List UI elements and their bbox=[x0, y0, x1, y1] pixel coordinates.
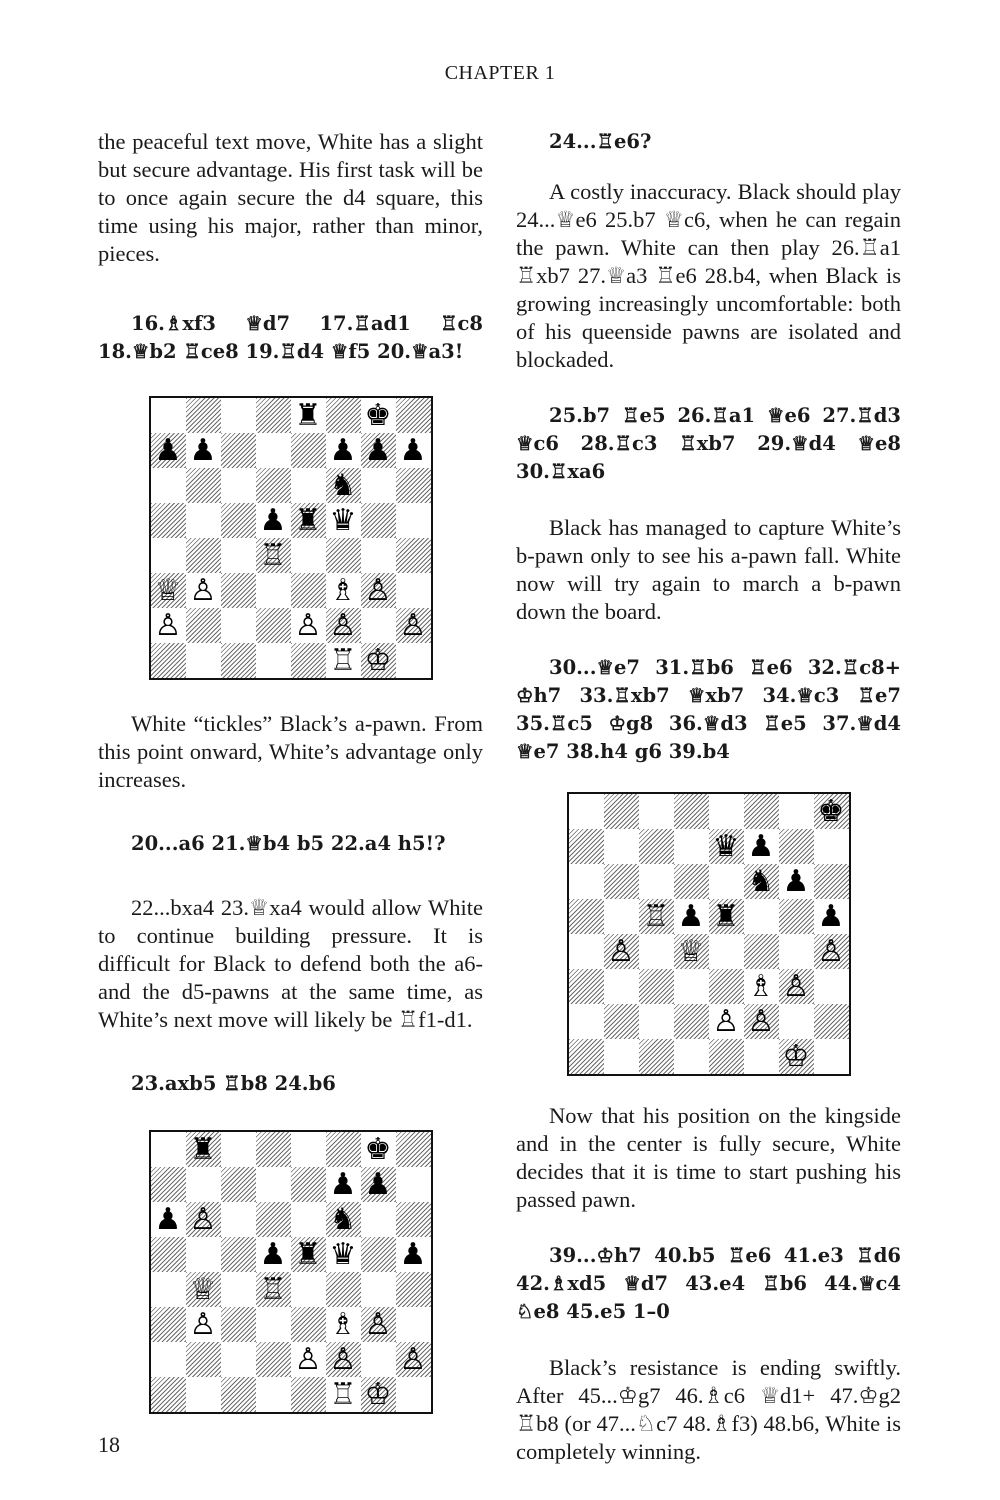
paragraph: A costly inaccuracy. Black should play 24...♕e6 25.b7 ♕c6, when he can regain the pawn. White can then play 26.♖a1 ♖xb7 27.♕a3 ♖e6 28.b4, when Black is growing increasingly uncomfortable: both of his queenside pawns are isolated and blockaded. bbox=[516, 179, 901, 372]
black-king-icon: ♚ bbox=[364, 1132, 392, 1167]
board-square bbox=[361, 1272, 396, 1307]
board-square bbox=[326, 1237, 361, 1272]
board-square bbox=[396, 1202, 431, 1237]
board-square bbox=[221, 1132, 256, 1167]
board-square bbox=[186, 468, 221, 503]
white-pawn-icon: ♙ bbox=[607, 934, 635, 969]
board-square bbox=[709, 899, 744, 934]
board-square bbox=[396, 1167, 431, 1202]
board-square bbox=[396, 1237, 431, 1272]
page-number: 18 bbox=[98, 1432, 120, 1457]
board-square bbox=[569, 934, 604, 969]
board-square bbox=[291, 1272, 326, 1307]
board-square bbox=[639, 794, 674, 829]
board-square bbox=[186, 1377, 221, 1412]
board-square bbox=[221, 1237, 256, 1272]
black-pawn-icon: ♟ bbox=[189, 433, 217, 468]
white-pawn-icon: ♙ bbox=[294, 1342, 322, 1377]
board-square bbox=[291, 1307, 326, 1342]
chess-diagram-1 bbox=[149, 396, 433, 680]
board-square bbox=[361, 503, 396, 538]
board-square bbox=[779, 934, 814, 969]
left-column bbox=[98, 128, 483, 1414]
board-square bbox=[256, 1272, 291, 1307]
board-square bbox=[709, 794, 744, 829]
white-pawn-icon: ♙ bbox=[364, 573, 392, 608]
white-queen-icon: ♕ bbox=[154, 573, 182, 608]
white-pawn-icon: ♙ bbox=[189, 1307, 217, 1342]
board-square bbox=[744, 864, 779, 899]
black-rook-icon: ♜ bbox=[712, 899, 740, 934]
board-square bbox=[221, 538, 256, 573]
board-square bbox=[256, 398, 291, 433]
board-square bbox=[361, 468, 396, 503]
white-king-icon: ♔ bbox=[364, 643, 392, 678]
white-pawn-icon: ♙ bbox=[747, 1004, 775, 1039]
board-square bbox=[151, 643, 186, 678]
board-square bbox=[151, 1132, 186, 1167]
board-square bbox=[151, 1237, 186, 1272]
board-square bbox=[256, 503, 291, 538]
board-square bbox=[221, 468, 256, 503]
board-square bbox=[221, 1167, 256, 1202]
board-square bbox=[604, 934, 639, 969]
chess-diagram-3 bbox=[567, 792, 851, 1076]
board-square bbox=[256, 433, 291, 468]
board-square bbox=[814, 864, 849, 899]
black-pawn-icon: ♟ bbox=[817, 899, 845, 934]
white-rook-icon: ♖ bbox=[259, 538, 287, 573]
board-square bbox=[186, 398, 221, 433]
move-line: 24...♖e6? bbox=[549, 130, 652, 153]
board-square bbox=[639, 1039, 674, 1074]
board-square bbox=[396, 1342, 431, 1377]
black-pawn-icon: ♟ bbox=[782, 864, 810, 899]
board-square bbox=[604, 794, 639, 829]
black-rook-icon: ♜ bbox=[294, 503, 322, 538]
board-square bbox=[291, 1342, 326, 1377]
board-square bbox=[221, 433, 256, 468]
board-square bbox=[674, 794, 709, 829]
board-square bbox=[256, 1307, 291, 1342]
black-knight-icon: ♞ bbox=[329, 1202, 357, 1237]
black-pawn-icon: ♟ bbox=[399, 1237, 427, 1272]
black-knight-icon: ♞ bbox=[329, 468, 357, 503]
board-square bbox=[569, 1004, 604, 1039]
board-square bbox=[186, 608, 221, 643]
white-pawn-icon: ♙ bbox=[399, 608, 427, 643]
board-square bbox=[639, 1004, 674, 1039]
white-pawn-icon: ♙ bbox=[329, 608, 357, 643]
paragraph: Black’s resistance is ending swiftly. After 45...♔g7 46.♗c6 ♕d1+ 47.♔g2 ♖b8 (or 47...♘c7 48.♗f3) 48.b6, White is completely winning. bbox=[516, 1355, 901, 1464]
chapter-header: CHAPTER 1 bbox=[444, 62, 556, 84]
move-line: 16.♗xf3 ♕d7 17.♖ad1 ♖c8 18.♕b2 ♖ce8 19.♖d4 ♕f5 20.♕a3! bbox=[98, 312, 483, 363]
board-square bbox=[709, 1039, 744, 1074]
board-square bbox=[326, 1167, 361, 1202]
board-square bbox=[814, 899, 849, 934]
board-square bbox=[361, 573, 396, 608]
white-bishop-icon: ♗ bbox=[747, 969, 775, 1004]
move-line: 30...♕e7 31.♖b6 ♖e6 32.♖c8+ ♔h7 33.♖xb7 ♕xb7 34.♕c3 ♖e7 35.♖c5 ♔g8 36.♕d3 ♖e5 37.♕d4 ♕e7 38.h4 g6 39.b4 bbox=[516, 656, 901, 763]
board-square bbox=[604, 829, 639, 864]
board-square bbox=[326, 433, 361, 468]
board-square bbox=[326, 643, 361, 678]
board-square bbox=[151, 608, 186, 643]
board-square bbox=[151, 1202, 186, 1237]
board-square bbox=[396, 1377, 431, 1412]
board-square bbox=[569, 864, 604, 899]
board-square bbox=[361, 398, 396, 433]
board-square bbox=[186, 1132, 221, 1167]
paragraph: White “tickles” Black’s a-pawn. From this point onward, White’s advantage only increases. bbox=[98, 711, 483, 792]
black-pawn-icon: ♟ bbox=[364, 433, 392, 468]
board-square bbox=[569, 969, 604, 1004]
black-king-icon: ♚ bbox=[817, 794, 845, 829]
white-pawn-icon: ♙ bbox=[817, 934, 845, 969]
board-square bbox=[361, 1377, 396, 1412]
move-line: 39...♔h7 40.b5 ♖e6 41.e3 ♖d6 42.♗xd5 ♕d7 43.e4 ♖b6 44.♕c4 ♘e8 45.e5 1–0 bbox=[516, 1244, 901, 1323]
black-pawn-icon: ♟ bbox=[259, 503, 287, 538]
board-square bbox=[604, 1004, 639, 1039]
board-square bbox=[744, 794, 779, 829]
board-square bbox=[291, 1132, 326, 1167]
board-square bbox=[779, 899, 814, 934]
black-pawn-icon: ♟ bbox=[677, 899, 705, 934]
board-square bbox=[326, 398, 361, 433]
board-square bbox=[256, 538, 291, 573]
white-pawn-icon: ♙ bbox=[189, 573, 217, 608]
board-square bbox=[221, 608, 256, 643]
board-square bbox=[396, 1272, 431, 1307]
move-line: 23.axb5 ♖b8 24.b6 bbox=[131, 1072, 336, 1095]
board-square bbox=[639, 829, 674, 864]
white-king-icon: ♔ bbox=[782, 1039, 810, 1074]
board-square bbox=[744, 934, 779, 969]
board-square bbox=[396, 468, 431, 503]
board-square bbox=[291, 1202, 326, 1237]
board-square bbox=[639, 899, 674, 934]
board-square bbox=[674, 934, 709, 969]
board-square bbox=[744, 899, 779, 934]
black-pawn-icon: ♟ bbox=[399, 433, 427, 468]
board-square bbox=[674, 1039, 709, 1074]
board-square bbox=[256, 1167, 291, 1202]
board-square bbox=[291, 538, 326, 573]
black-queen-icon: ♛ bbox=[329, 503, 357, 538]
black-rook-icon: ♜ bbox=[189, 1132, 217, 1167]
board-square bbox=[814, 1004, 849, 1039]
chess-diagram-2 bbox=[149, 1130, 433, 1414]
board-square bbox=[186, 643, 221, 678]
board-square bbox=[639, 934, 674, 969]
black-pawn-icon: ♟ bbox=[154, 433, 182, 468]
white-rook-icon: ♖ bbox=[259, 1272, 287, 1307]
board-square bbox=[569, 1039, 604, 1074]
board-square bbox=[674, 1004, 709, 1039]
board-square bbox=[396, 643, 431, 678]
white-pawn-icon: ♙ bbox=[399, 1342, 427, 1377]
board-square bbox=[361, 1237, 396, 1272]
board-square bbox=[221, 1202, 256, 1237]
board-square bbox=[361, 643, 396, 678]
white-queen-icon: ♕ bbox=[677, 934, 705, 969]
board-square bbox=[291, 608, 326, 643]
board-square bbox=[221, 1342, 256, 1377]
white-pawn-icon: ♙ bbox=[782, 969, 810, 1004]
black-pawn-icon: ♟ bbox=[329, 1167, 357, 1202]
white-king-icon: ♔ bbox=[364, 1377, 392, 1412]
paragraph: Now that his position on the kingside and in the center is fully secure, White decides that it is time to start pushing his passed pawn. bbox=[516, 1103, 901, 1212]
board-square bbox=[291, 1167, 326, 1202]
board-square bbox=[779, 1004, 814, 1039]
board-square bbox=[221, 1377, 256, 1412]
board-square bbox=[151, 398, 186, 433]
board-square bbox=[151, 503, 186, 538]
board-square bbox=[151, 433, 186, 468]
white-pawn-icon: ♙ bbox=[712, 1004, 740, 1039]
board-square bbox=[186, 433, 221, 468]
board-square bbox=[256, 1377, 291, 1412]
white-pawn-icon: ♙ bbox=[294, 608, 322, 643]
board-square bbox=[221, 643, 256, 678]
board-square bbox=[186, 1272, 221, 1307]
board-square bbox=[674, 829, 709, 864]
board-square bbox=[291, 503, 326, 538]
board-square bbox=[291, 1237, 326, 1272]
board-square bbox=[256, 468, 291, 503]
board-square bbox=[396, 398, 431, 433]
white-bishop-icon: ♗ bbox=[329, 573, 357, 608]
board-square bbox=[361, 1132, 396, 1167]
board-square bbox=[291, 398, 326, 433]
board-square bbox=[604, 899, 639, 934]
board-square bbox=[326, 1272, 361, 1307]
board-square bbox=[256, 643, 291, 678]
board-square bbox=[256, 573, 291, 608]
board-square bbox=[326, 573, 361, 608]
board-square bbox=[639, 969, 674, 1004]
black-queen-icon: ♛ bbox=[712, 829, 740, 864]
board-square bbox=[151, 1307, 186, 1342]
white-rook-icon: ♖ bbox=[642, 899, 670, 934]
board-square bbox=[604, 969, 639, 1004]
board-square bbox=[326, 503, 361, 538]
board-square bbox=[221, 1307, 256, 1342]
board-square bbox=[186, 1307, 221, 1342]
board-square bbox=[361, 538, 396, 573]
board-square bbox=[151, 538, 186, 573]
board-square bbox=[256, 1202, 291, 1237]
board-square bbox=[326, 608, 361, 643]
board-square bbox=[814, 934, 849, 969]
board-square bbox=[396, 1307, 431, 1342]
board-square bbox=[186, 538, 221, 573]
board-square bbox=[221, 503, 256, 538]
board-square bbox=[639, 864, 674, 899]
board-square bbox=[326, 1307, 361, 1342]
board-square bbox=[151, 573, 186, 608]
board-square bbox=[396, 1132, 431, 1167]
white-rook-icon: ♖ bbox=[329, 643, 357, 678]
board-square bbox=[151, 468, 186, 503]
board-square bbox=[361, 608, 396, 643]
board-square bbox=[256, 1237, 291, 1272]
board-square bbox=[396, 538, 431, 573]
board-square bbox=[256, 1342, 291, 1377]
board-square bbox=[326, 1342, 361, 1377]
board-square bbox=[256, 608, 291, 643]
board-square bbox=[709, 829, 744, 864]
black-rook-icon: ♜ bbox=[294, 1237, 322, 1272]
board-square bbox=[604, 864, 639, 899]
board-square bbox=[674, 864, 709, 899]
board-square bbox=[814, 969, 849, 1004]
white-queen-icon: ♕ bbox=[189, 1272, 217, 1307]
board-square bbox=[396, 608, 431, 643]
board-square bbox=[361, 1307, 396, 1342]
board-square bbox=[221, 1272, 256, 1307]
white-pawn-icon: ♙ bbox=[154, 608, 182, 643]
board-square bbox=[291, 643, 326, 678]
board-square bbox=[186, 1342, 221, 1377]
white-bishop-icon: ♗ bbox=[329, 1307, 357, 1342]
black-rook-icon: ♜ bbox=[294, 398, 322, 433]
board-square bbox=[779, 794, 814, 829]
board-square bbox=[709, 934, 744, 969]
white-pawn-icon: ♙ bbox=[189, 1202, 217, 1237]
board-square bbox=[361, 1202, 396, 1237]
board-square bbox=[814, 1039, 849, 1074]
board-square bbox=[709, 1004, 744, 1039]
board-square bbox=[814, 829, 849, 864]
paragraph: 22...bxa4 23.♕xa4 would allow White to continue building pressure. It is difficult for Black to defend both the a6- and the d5-pawns at the same time, as White’s next move will likely be ♖f1-d1. bbox=[98, 895, 483, 1032]
board-square bbox=[221, 398, 256, 433]
paragraph: the peaceful text move, White has a slight but secure advantage. His first task will be to once again secure the d4 square, this time using his major, rather than minor, pieces. bbox=[98, 129, 483, 266]
board-square bbox=[779, 829, 814, 864]
black-pawn-icon: ♟ bbox=[154, 1202, 182, 1237]
black-queen-icon: ♛ bbox=[329, 1237, 357, 1272]
board-square bbox=[779, 864, 814, 899]
board-square bbox=[361, 1167, 396, 1202]
white-pawn-icon: ♙ bbox=[364, 1307, 392, 1342]
board-square bbox=[569, 794, 604, 829]
board-square bbox=[256, 1132, 291, 1167]
board-square bbox=[744, 1039, 779, 1074]
board-square bbox=[326, 538, 361, 573]
board-square bbox=[744, 829, 779, 864]
board-square bbox=[569, 829, 604, 864]
board-square bbox=[396, 433, 431, 468]
board-square bbox=[396, 573, 431, 608]
board-square bbox=[604, 1039, 639, 1074]
board-square bbox=[186, 1167, 221, 1202]
board-square bbox=[326, 1202, 361, 1237]
board-square bbox=[361, 1342, 396, 1377]
black-pawn-icon: ♟ bbox=[747, 829, 775, 864]
board-square bbox=[151, 1272, 186, 1307]
board-square bbox=[744, 1004, 779, 1039]
board-square bbox=[151, 1167, 186, 1202]
move-line: 20...a6 21.♕b4 b5 22.a4 h5!? bbox=[131, 832, 446, 855]
board-square bbox=[569, 899, 604, 934]
board-square bbox=[186, 1237, 221, 1272]
board-square bbox=[326, 468, 361, 503]
board-square bbox=[221, 573, 256, 608]
board-square bbox=[291, 433, 326, 468]
black-pawn-icon: ♟ bbox=[329, 433, 357, 468]
board-square bbox=[744, 969, 779, 1004]
board-square bbox=[779, 1039, 814, 1074]
black-pawn-icon: ♟ bbox=[259, 1237, 287, 1272]
board-square bbox=[291, 1377, 326, 1412]
board-square bbox=[709, 969, 744, 1004]
board-square bbox=[186, 1202, 221, 1237]
paragraph: Black has managed to capture White’s b-pawn only to see his a-pawn fall. White now will try again to march a b-pawn down the board. bbox=[516, 515, 901, 624]
black-pawn-icon: ♟ bbox=[364, 1167, 392, 1202]
board-square bbox=[709, 864, 744, 899]
board-square bbox=[151, 1377, 186, 1412]
white-rook-icon: ♖ bbox=[329, 1377, 357, 1412]
board-square bbox=[674, 969, 709, 1004]
black-knight-icon: ♞ bbox=[747, 864, 775, 899]
board-square bbox=[814, 794, 849, 829]
board-square bbox=[186, 573, 221, 608]
white-pawn-icon: ♙ bbox=[329, 1342, 357, 1377]
board-square bbox=[779, 969, 814, 1004]
move-line: 25.b7 ♖e5 26.♖a1 ♕e6 27.♖d3 ♕c6 28.♖c3 ♖xb7 29.♕d4 ♕e8 30.♖xa6 bbox=[516, 404, 901, 483]
board-square bbox=[674, 899, 709, 934]
board-square bbox=[186, 503, 221, 538]
right-column bbox=[516, 128, 901, 1466]
board-square bbox=[326, 1132, 361, 1167]
board-square bbox=[361, 433, 396, 468]
board-square bbox=[291, 573, 326, 608]
board-square bbox=[151, 1342, 186, 1377]
board-square bbox=[326, 1377, 361, 1412]
board-square bbox=[396, 503, 431, 538]
black-king-icon: ♚ bbox=[364, 398, 392, 433]
board-square bbox=[291, 468, 326, 503]
